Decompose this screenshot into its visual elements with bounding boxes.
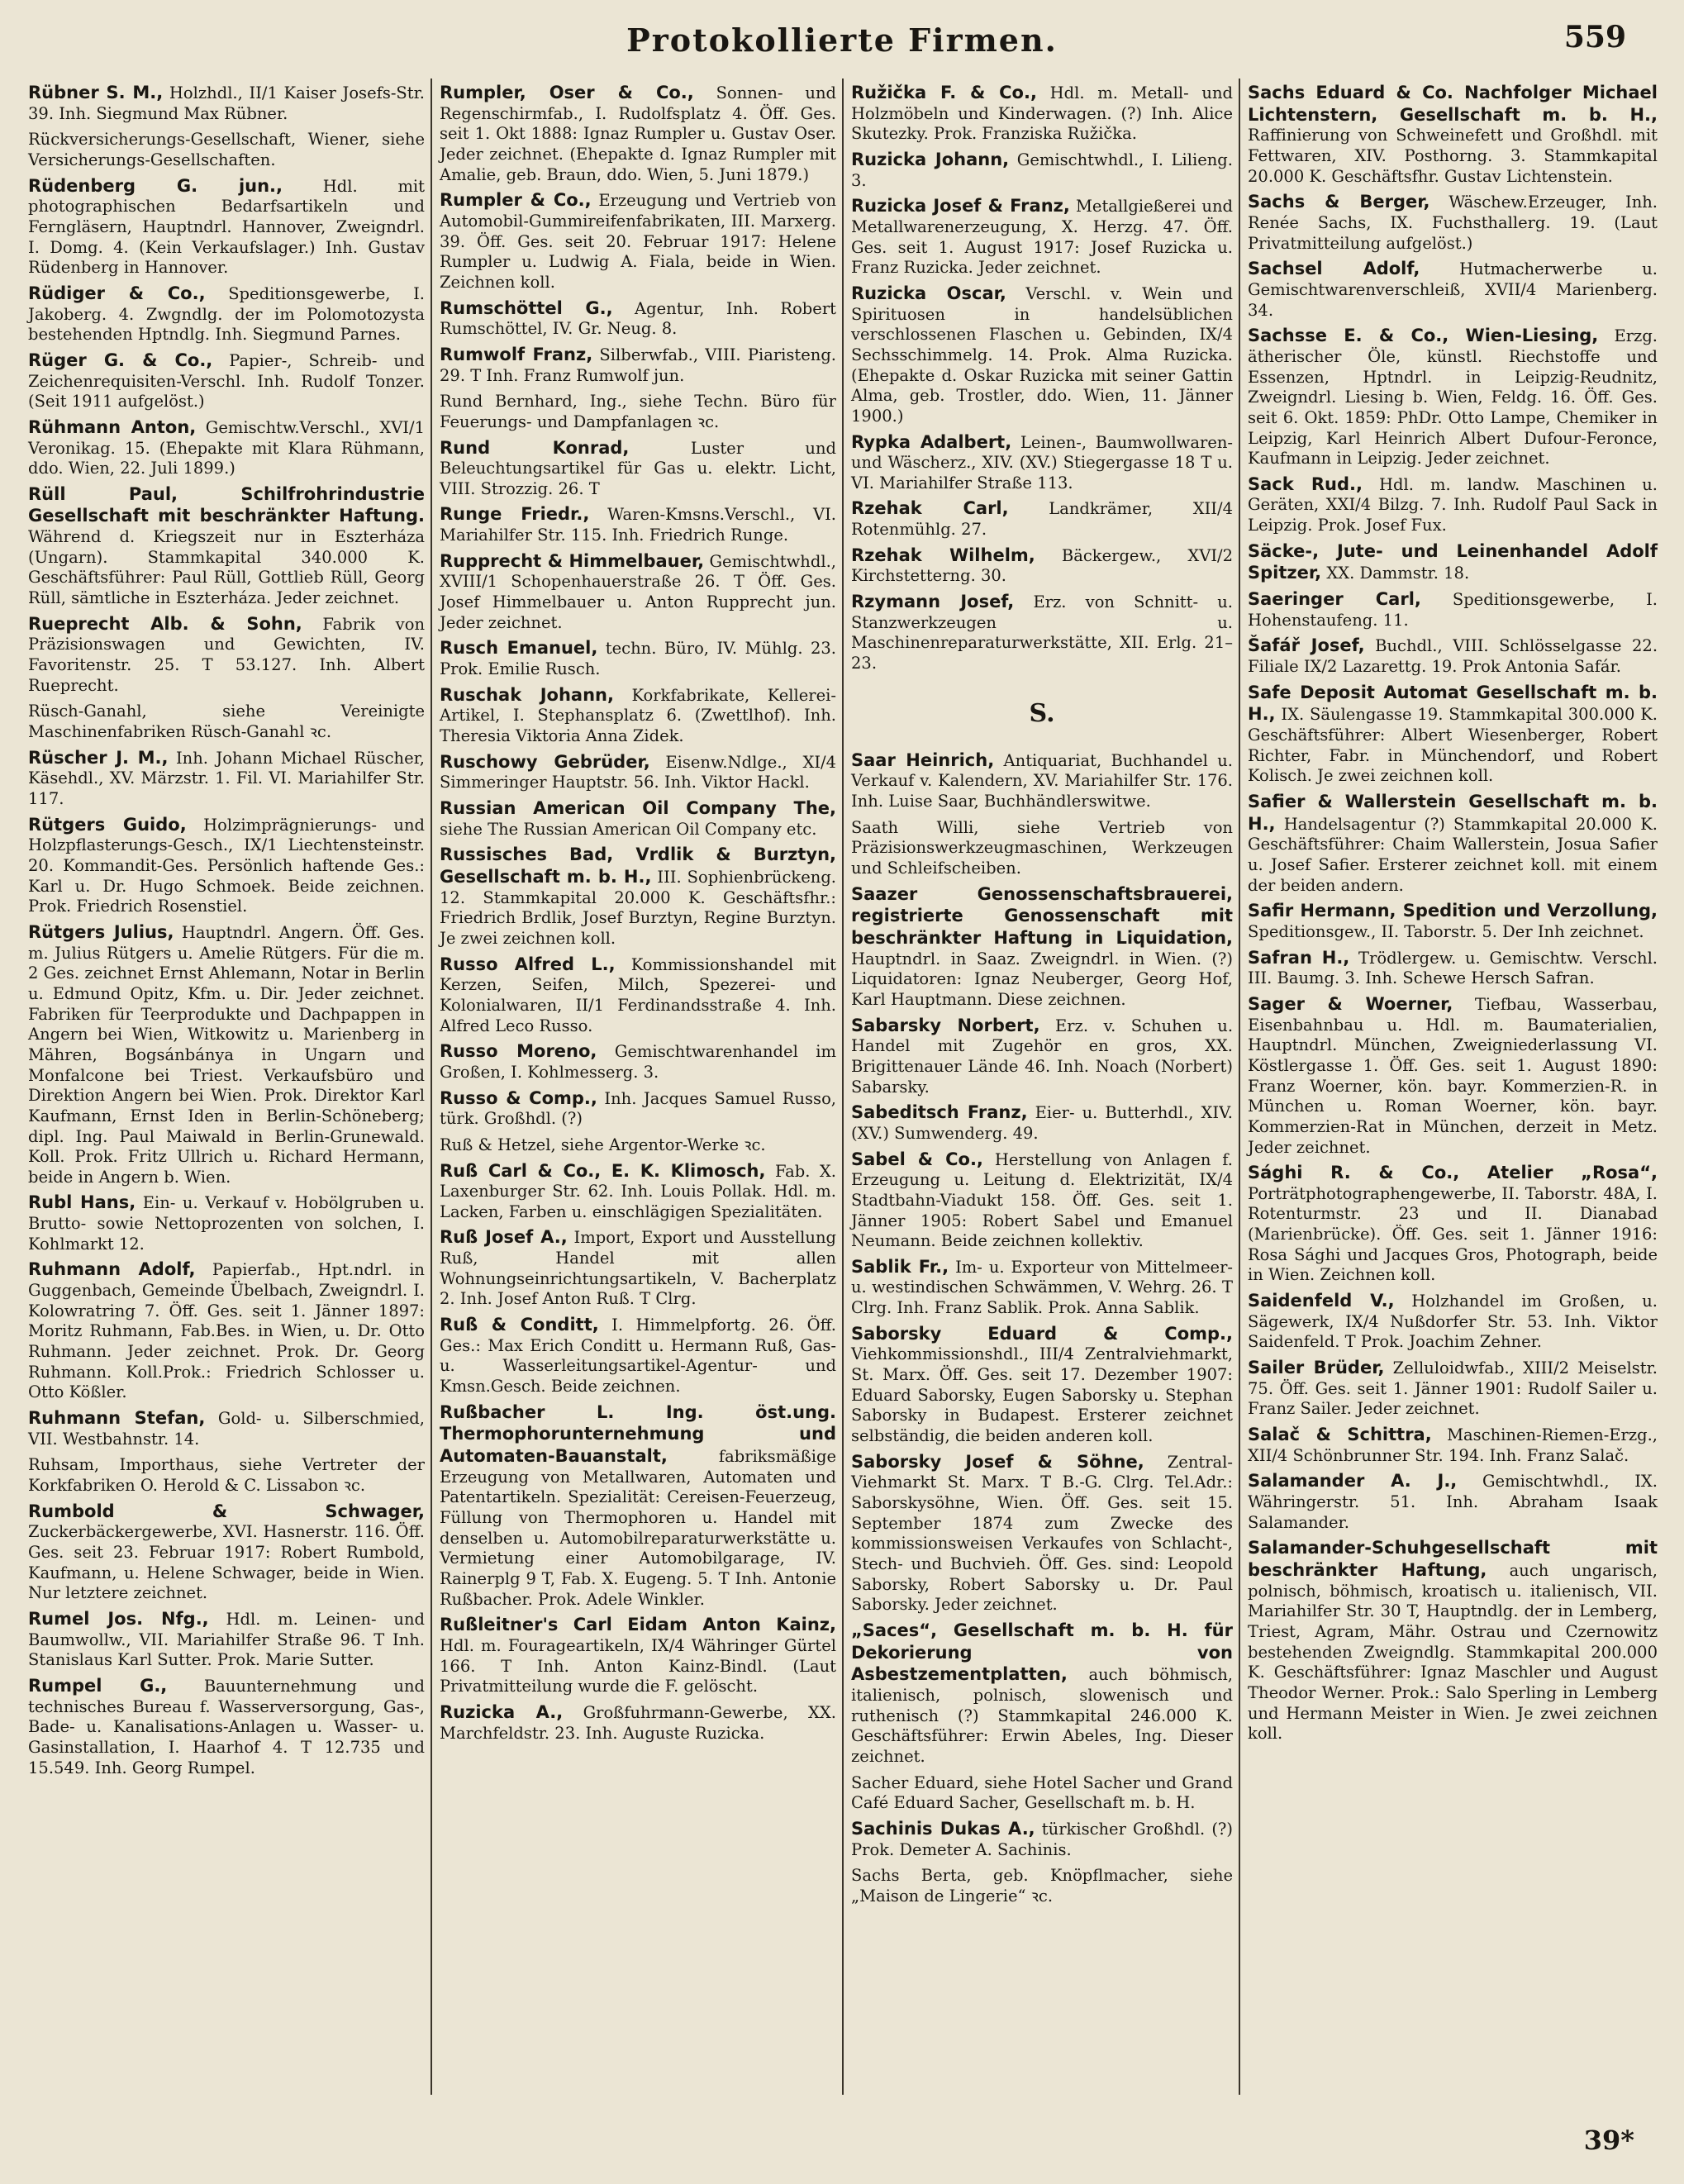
- firm-name: Salač & Schittra,: [1248, 1425, 1432, 1445]
- firm-name: Ruhmann Adolf,: [28, 1259, 196, 1280]
- firm-name: Rueprecht Alb. & Sohn,: [28, 613, 302, 634]
- directory-entry: [28, 613, 425, 697]
- firm-name: Ruß Josef A.,: [440, 1227, 568, 1248]
- firm-details: Metallgießerei und Metallwarenerzeugung, X. Herzg. 47. Öff. Ges. seit 1. August 1917: Josef Ruzicka u. Franz Ruzicka. Jeder zeichnet.: [851, 197, 1233, 278]
- firm-name: Rübner S. M.,: [28, 83, 164, 102]
- directory-entry: [851, 816, 1233, 879]
- firm-name: Sachsel Adolf,: [1248, 259, 1420, 279]
- firm-details: Ein- u. Verkauf v. Hobölgruben u. Brutto- sowie Nettoprozenten von solchen, I. Kohlmarkt 12.: [28, 1193, 425, 1254]
- directory-entry: [440, 503, 836, 545]
- firm-details: Korkfabrikate, Kellerei-Artikel, I. Stephansplatz 6. (Zwettlhof). Inh. Theresia Viktoria Anna Zidek.: [440, 685, 836, 746]
- firm-details: Bauunternehmung und technisches Bureau f. Wasserversorgung, Gas-, Bade- u. Kanalisations-Anlagen u. Wasser- u. Gasinstallation, I. Haarhof 4. T 12.735 und 15.549. Inh. Georg Rumpel.: [28, 1676, 425, 1777]
- firm-details: Holzimprägnierungs- und Holzpflasterungs-Gesch., IX/1 Liechtensteinstr. 20. Kommandit-Ges. Persönlich haftende Ges.: Karl u. Dr. Hugo Schmoek. Beide zeichnen. Prok. Friedrich Rosenstiel.: [28, 815, 425, 916]
- directory-entry: [1248, 540, 1658, 584]
- directory-entry: [440, 751, 836, 793]
- firm-name: Russisches Bad, Vrdlik & Burztyn, Gesellschaft m. b. H.,: [440, 845, 836, 887]
- firm-details: auch böhmisch, italienisch, polnisch, slowenisch und ruthenisch (?) Stammkapital 246.000 K. Geschäftsführer: Erwin Abeles, Ing. Dieser zeichnet.: [851, 1665, 1233, 1766]
- firm-details: III. Sophienbrückeng. 12. Stammkapital 20.000 K. Geschäftsfhr.: Friedrich Brdlik, Josef Burztyn, Regine Burztyn. Je zwei zeichnen koll.: [440, 867, 836, 948]
- directory-entry: [851, 883, 1233, 1011]
- firm-details: Luster und Beleuchtungsartikel für Gas u. elektr. Licht, VIII. Strozzig. 26. T: [440, 438, 837, 498]
- directory-entry: [1248, 1290, 1658, 1353]
- firm-name: Sailer Brüder,: [1248, 1358, 1385, 1378]
- firm-name: Safir Hermann, Spedition und Verzollung,: [1248, 901, 1658, 921]
- firm-details: Papierfab., Hpt.ndrl. in Guggenbach, Gemeinde Übelbach, Zweigndrl. I. Kolowratring 7. Öff. Ges. seit 1. Jänner 1897: Moritz Ruhmann, Fab.Bes. in Wien, u. Dr. Otto Ruhmann. Jeder zeichnet. Prok. Dr. Georg Ruhmann. Koll.Prok.: Friedrich Schlosser u. Otto Kößler.: [28, 1260, 425, 1402]
- column-rule: [1239, 79, 1240, 2095]
- firm-details: Speditionsgewerbe, I. Jakoberg. 4. Zwgndlg. der im Polomotozysta bestehenden Hptndlg. Inh. Siegmund Parnes.: [28, 283, 425, 345]
- firm-details: Wäschew.Erzeuger, Inh. Renée Sachs, IX. Fuchsthallerg. 19. (Laut Privatmitteilung aufgelöst.): [1248, 193, 1658, 253]
- firm-details: Hdl. mit photographischen Bedarfsartikeln und Ferngläsern, Hauptndrl. Hannover, Zweigndrl. I. Domg. 4. (Kein Verkaufslager.) Inh. Gustav Rüdenberg in Hannover.: [28, 176, 426, 278]
- directory-entry: [28, 1501, 425, 1604]
- firm-name: Ruzicka Oscar,: [851, 283, 1006, 303]
- directory-columns: [23, 79, 1663, 2095]
- directory-entry: [440, 297, 836, 340]
- firm-details: Silberwfab., VIII. Piaristeng. 29. T Inh. Franz Rumwolf jun.: [440, 345, 837, 385]
- firm-details: Porträtphotographengewerbe, II. Taborstr. 48A, I. Rotenturmstr. 23 und II. Dianabad (Marienbrücke). Öff. Ges. seit 1. Jänner 1916: Rosa Sághi und Jacques Gros, Photograph, beide in Wien. Zeichnen koll.: [1248, 1183, 1658, 1285]
- directory-entry: [28, 1454, 425, 1496]
- directory-entry: [28, 814, 425, 917]
- directory-entry: [851, 1818, 1233, 1860]
- firm-name: Šafář Josef,: [1248, 635, 1365, 656]
- directory-entry: [1248, 1162, 1658, 1286]
- directory-entry: [851, 149, 1233, 191]
- firm-details: Zuckerbäckergewerbe, XVI. Hasnerstr. 116. Öff. Ges. seit 23. Februar 1917: Robert Rumbold, Kaufmann, u. Helene Schwager, beide in Wien. Nur letztere zeichnet.: [28, 1522, 425, 1603]
- directory-entry: [851, 497, 1233, 540]
- firm-details: Buchdl., VIII. Schlösselgasse 22. Filiale IX/2 Lazarettg. 19. Prok Antonia Safár.: [1248, 636, 1658, 677]
- firm-details: Herstellung von Anlagen f. Erzeugung u. Leitung d. Elektrizität, IX/4 Stadtbahn-Viadukt 158. Öff. Ges. seit 1. Jänner 1905: Robert Sabel und Emanuel Neumann. Beide zeichnen kollektiv.: [851, 1149, 1234, 1251]
- firm-details: Hauptndrl. Angern. Öff. Ges. m. Julius Rütgers u. Amelie Rütgers. Für die m. 2 Ges. zeichnet Ernst Ahlemann, Notar in Berlin u. Edmund Opitz, Kfm. u. Dir. Jeder zeichnet. Fabriken für Teerprodukte und Dachpappen in Angern bei Wien, Witkowitz u. Marienberg in Mähren, Bogsánbánya in Ungarn und Monfalcone bei Triest. Verkaufsbüro und Direktion Angern bei Wien. Prok. Direktor Karl Kaufmann, Ernst Iden in Berlin-Schöneberg; dipl. Ing. Paul Maiwald in Berlin-Grunewald. Koll. Prok. Fritz Ullrich u. Richard Hermann, beide in Angern b. Wien.: [28, 922, 426, 1187]
- firm-name: Rypka Adalbert,: [851, 431, 1012, 452]
- firm-name: Rubl Hans,: [28, 1192, 136, 1213]
- directory-entry: [28, 747, 425, 810]
- firm-details: Raffinierung von Schweinefett und Großhdl. mit Fettwaren, XIV. Posthorng. 3. Stammkapital 20.000 K. Geschäftsfhr. Gustav Lichtenstein.: [1248, 126, 1658, 186]
- directory-entry: [1248, 325, 1658, 469]
- firm-details: Erz. v. Schuhen u. Handel mit Zugehör en gros, XX. Brigittenauer Lände 46. Inh. Noach (Norbert) Sabarsky.: [851, 1016, 1234, 1097]
- directory-entry: [440, 844, 836, 949]
- firm-details: Trödlergew. u. Gemischtw. Verschl. III. Baumg. 3. Inh. Schewe Hersch Safran.: [1248, 948, 1658, 988]
- firm-details: Hauptndrl. in Saaz. Zweigndrl. in Wien. (?) Liquidatoren: Ignaz Neuberger, Georg Hof, Karl Hauptmann. Diese zeichnen.: [851, 949, 1233, 1009]
- directory-entry: [851, 1149, 1233, 1252]
- directory-entry: [28, 82, 425, 124]
- directory-entry: [851, 545, 1233, 587]
- firm-details: Fabrik von Präzisionswagen und Gewichten, IV. Favoritenstr. 25. T 53.127. Inh. Albert Rueprecht.: [28, 614, 425, 695]
- firm-details: Bäckergew., XVI/2 Kirchstetterng. 30.: [851, 545, 1233, 586]
- directory-entry: [1248, 993, 1658, 1158]
- directory-entry: [851, 431, 1233, 494]
- firm-name: Rühmann Anton,: [28, 416, 197, 437]
- column-2: [435, 79, 841, 2095]
- column-rule: [842, 79, 844, 2095]
- directory-entry: [440, 189, 836, 293]
- firm-details: Gemischtwarenhandel im Großen, I. Kohlmesserg. 3.: [440, 1042, 837, 1082]
- directory-entry: [851, 195, 1233, 278]
- firm-name: Ruhmann Stefan,: [28, 1408, 206, 1429]
- directory-entry: [851, 1102, 1233, 1144]
- firm-name: Rupprecht & Himmelbauer,: [440, 550, 705, 571]
- firm-name: Ruzicka Josef & Franz,: [851, 196, 1070, 216]
- directory-entry: [851, 1620, 1233, 1768]
- firm-details: Hutmacherwerbe u. Gemischtwarenverschleiß, XVII/4 Marienberg. 34.: [1248, 259, 1658, 320]
- firm-details: Gemischtwhdl., I. Lilieng. 3.: [851, 150, 1233, 190]
- firm-details: Sonnen- und Regenschirmfab., I. Rudolfsplatz 4. Öff. Ges. seit 1. Okt 1888: Ignaz Rumpler u. Gustav Oser. Jeder zeichnet. (Ehepakte d. Ignaz Rumpler mit Amalie, geb. Braun, ddo. Wien, 5. Juni 1879.): [440, 83, 837, 184]
- firm-details: Saath Willi, siehe Vertrieb von Präzisionswerkzeugmaschinen, Werkzeugen und Schleifscheiben.: [851, 817, 1233, 878]
- firm-details: Während d. Kriegszeit nur in Eszterháza (Ungarn). Stammkapital 340.000 K. Geschäftsführer: Paul Rüll, Gottlieb Rüll, Georg Rüll, sämtliche in Eszterháza. Jeder zeichnet.: [28, 527, 425, 608]
- directory-entry: [440, 684, 836, 747]
- firm-name: Runge Friedr.,: [440, 504, 590, 525]
- directory-entry: [440, 637, 836, 679]
- firm-details: Erzeugung und Vertrieb von Automobil-Gummireifenfabrikaten, III. Marxerg. 39. Öff. Ges. seit 20. Februar 1917: Helene Rumpler u. Ludwig A. Fiala, beide in Wien. Zeichnen koll.: [440, 191, 837, 292]
- firm-name: Rüger G. & Co.,: [28, 350, 213, 370]
- firm-name: Russo Moreno,: [440, 1041, 597, 1062]
- firm-name: Salamander A. J.,: [1248, 1471, 1458, 1492]
- firm-details: Zentral-Viehmarkt St. Marx. T B.-G. Clrg. Tel.Adr.: Saborskysöhne, Wien. Öff. Ges. seit 15. September 1874 zum Zwecke des kommissionsweisen Verkaufes von Schlacht-, Stech- und Buchvieh. Öff. Ges. sind: Leopold Saborsky, Robert Saborsky u. Dr. Paul Saborsky. Jeder zeichnet.: [851, 1452, 1233, 1615]
- firm-name: Rund Konrad,: [440, 437, 630, 458]
- firm-details: Viehkommissionshdl., III/4 Zentralviehmarkt, St. Marx. Öff. Ges. seit 17. Dezember 1907: Eduard Saborsky, Eugen Saborsky u. Stephan Saborsky in Budapest. Ersterer zeichnet selbständig, die beiden anderen koll.: [851, 1344, 1233, 1446]
- firm-details: Maschinen-Riemen-Erzg., XII/4 Schönbrunner Str. 194. Inh. Franz Salač.: [1248, 1425, 1658, 1465]
- firm-name: Saar Heinrich,: [851, 749, 995, 770]
- firm-details: Hdl. m. Leinen- und Baumwollw., VII. Mariahilfer Straße 96. T Inh. Stanislaus Karl Sutter. Prok. Marie Sutter.: [28, 1609, 426, 1670]
- directory-entry: [851, 82, 1233, 145]
- firm-details: fabriksmäßige Erzeugung von Metallwaren, Automaten und Patentartikeln. Spezialität: Cereisen-Feuerzeug, Füllung von Thermophoren u. Handel mit denselben u. Automobilreparaturwerkstätte u. Vermietung einer Automobilgarage, IV. Rainerplg 9 T, Fab. X. Eugeng. 5. T Inh. Antonie Rußbacher. Prok. Adele Winkler.: [440, 1447, 836, 1609]
- firm-details: Gemischtw.Verschl., XVI/1 Veronikag. 15. (Ehepakte mit Klara Rühmann, ddo. Wien, 22. Juli 1899.): [28, 417, 425, 478]
- directory-entry: [440, 1701, 836, 1744]
- directory-entry: [1248, 473, 1658, 536]
- firm-name: „Saces“, Gesellschaft m. b. H. für Dekorierung von Asbestzementplatten,: [851, 1620, 1233, 1685]
- firm-details: Ruß & Hetzel, siehe Argentor-Werke ꝛc.: [440, 1135, 766, 1154]
- page-header: [0, 15, 1684, 64]
- column-rule: [431, 79, 432, 2095]
- firm-details: Agentur, Inh. Robert Rumschöttel, IV. Gr. Neug. 8.: [440, 298, 836, 339]
- firm-name: Saazer Genossenschaftsbrauerei, registrierte Genossenschaft mit beschränkter Haftung in Liquidation,: [851, 883, 1233, 948]
- firm-name: Sachinis Dukas A.,: [851, 1818, 1035, 1839]
- directory-entry: [1248, 1470, 1658, 1533]
- directory-entry: [440, 1614, 836, 1697]
- directory-entry: [440, 550, 836, 634]
- firm-name: Sager & Woerner,: [1248, 993, 1453, 1014]
- firm-name: Rütgers Julius,: [28, 921, 174, 942]
- directory-entry: [440, 1160, 836, 1223]
- directory-entry: [851, 1323, 1233, 1447]
- firm-name: Rüdiger & Co.,: [28, 283, 206, 303]
- firm-details: Inh. Jacques Samuel Russo, türk. Großhdl. (?): [440, 1088, 837, 1129]
- directory-entry: [440, 390, 836, 432]
- directory-entry: [1248, 258, 1658, 321]
- firm-details: Leinen-, Baumwollwaren- und Wäscherz., XIV. (XV.) Stiegergasse 18 T u. VI. Mariahilfer Straße 113.: [851, 432, 1234, 492]
- directory-entry: [28, 1192, 425, 1254]
- page-title: Protokollierte Firmen.: [626, 21, 1058, 59]
- firm-name: Säcke-, Jute- und Leinenhandel Adolf Spitzer,: [1248, 540, 1658, 583]
- firm-name: Ružička F. & Co.,: [851, 83, 1037, 102]
- section-letter: S.: [1029, 698, 1055, 728]
- directory-entry: [851, 1772, 1233, 1814]
- firm-details: siehe The Russian American Oil Company etc.: [440, 819, 817, 839]
- directory-entry: [28, 483, 425, 609]
- firm-name: Ruzicka A.,: [440, 1701, 564, 1722]
- column-3: [846, 79, 1238, 2095]
- directory-entry: [28, 1407, 425, 1449]
- directory-entry: [1248, 1424, 1658, 1466]
- directory-entry: [28, 921, 425, 1188]
- firm-name: Sabeditsch Franz,: [851, 1102, 1028, 1123]
- firm-details: Sachs Berta, geb. Knöpflmacher, siehe „Maison de Lingerie“ ꝛc.: [851, 1866, 1233, 1906]
- firm-name: Ruschowy Gebrüder,: [440, 751, 650, 772]
- firm-name: Sachs & Berger,: [1248, 192, 1430, 212]
- firm-name: Sághi R. & Co., Atelier „Rosa“,: [1248, 1163, 1658, 1183]
- firm-details: IX. Säulengasse 19. Stammkapital 300.000 K. Geschäftsführer: Albert Wiesenberger, Robert Richter, Fabr. in Münchendorf, und Robert Kolisch. Je zwei zeichnen koll.: [1248, 705, 1658, 786]
- firm-details: Gemischtwhdl., XVIII/1 Schopenhauerstraße 26. T Öff. Ges. Josef Himmelbauer u. Anton Rupprecht jun. Jeder zeichnet.: [440, 551, 836, 632]
- directory-entry: [1248, 588, 1658, 630]
- directory-entry: [1248, 947, 1658, 989]
- firm-details: Erz. von Schnitt- u. Stanzwerkzeugen u. Maschinenreparaturwerkstätte, XII. Erlg. 21–23.: [851, 592, 1234, 673]
- firm-details: Holzhdl., II/1 Kaiser Josefs-Str. 39. Inh. Siegmund Max Rübner.: [28, 83, 425, 123]
- firm-name: Russo Alfred L.,: [440, 954, 616, 974]
- firm-details: Im- u. Exporteur von Mittelmeer- u. westindischen Schwämmen, V. Wehrg. 26. T Clrg. Inh. Franz Sablik. Prok. Anna Sablik.: [851, 1257, 1233, 1318]
- directory-entry: [28, 700, 425, 742]
- firm-name: Saeringer Carl,: [1248, 589, 1421, 610]
- directory-entry: [1248, 900, 1658, 942]
- directory-entry: [440, 437, 836, 500]
- firm-name: Rüscher J. M.,: [28, 747, 169, 768]
- firm-name: Rzehak Wilhelm,: [851, 545, 1035, 565]
- firm-details: Handelsagentur (?) Stammkapital 20.000 K. Geschäftsführer: Chaim Wallerstein, Josua Safier u. Josef Safier. Ersterer zeichnet koll. mit einem der beiden andern.: [1248, 814, 1658, 895]
- firm-name: Ruschak Johann,: [440, 684, 614, 705]
- firm-details: Verschl. v. Wein und Spirituosen in handelsüblichen verschlossenen Flaschen u. Gebinden, IX/4 Sechsschimmelg. 14. Prok. Alma Ruzicka. (Ehepakte d. Oskar Ruzicka mit seiner Gattin Alma, geb. Trostler, ddo. Wien, 11. Jänner 1900.): [851, 283, 1233, 426]
- directory-entry: [851, 749, 1233, 812]
- firm-name: Rumpler & Co.,: [440, 190, 592, 211]
- firm-name: Ruzicka Johann,: [851, 149, 1010, 169]
- firm-details: Kommissionshandel mit Kerzen, Seifen, Milch, Spezerei- und Kolonialwaren, II/1 Ferdinandsstraße 4. Inh. Alfred Leco Russo.: [440, 954, 836, 1035]
- directory-entry: [440, 344, 836, 386]
- firm-details: Großfuhrmann-Gewerbe, XX. Marchfeldstr. 23. Inh. Auguste Ruzicka.: [440, 1702, 836, 1743]
- firm-name: Rusch Emanuel,: [440, 638, 598, 659]
- firm-details: Tiefbau, Wasserbau, Eisenbahnbau u. Hdl. m. Baumaterialien, Hauptndrl. München, Zweigniederlassung VI. Köstlergasse 1. Öff. Ges. seit 1. August 1890: Franz Woerner, kön. bayr. Kommerzien-R. in München u. Roman Woerner, kön. bayr. Kommerzien-Rat in München, derzeit in Metz. Jeder zeichnet.: [1248, 994, 1658, 1157]
- firm-name: Sablik Fr.,: [851, 1256, 949, 1277]
- firm-details: Eisenw.Ndlge., XI/4 Simmeringer Hauptstr. 56. Inh. Viktor Hackl.: [440, 752, 836, 792]
- firm-details: Ruhsam, Importhaus, siehe Vertreter der Korkfabriken O. Herold & C. Lissabon ꝛc.: [28, 1455, 425, 1495]
- column-1: [23, 79, 430, 2095]
- firm-details: Zelluloidwfab., XIII/2 Meiselstr. 75. Öff. Ges. seit 1. Jänner 1901: Rudolf Sailer u. Franz Sailer. Jeder zeichnet.: [1248, 1358, 1658, 1419]
- directory-entry: [440, 1087, 836, 1130]
- firm-details: Inh. Johann Michael Rüscher, Käsehdl., XV. Märzstr. 1. Fil. VI. Mariahilfer Str. 117.: [28, 748, 425, 808]
- footer-signature: 39*: [1583, 2125, 1634, 2156]
- firm-details: Speditionsgewerbe, I. Hohenstaufeng. 11.: [1248, 590, 1658, 630]
- firm-name: Ruß Carl & Co., E. K. Klimosch,: [440, 1160, 766, 1181]
- directory-entry: [440, 1314, 836, 1397]
- firm-name: Rumbold & Schwager,: [28, 1501, 425, 1521]
- directory-entry: [440, 1226, 836, 1310]
- column-4: [1243, 79, 1663, 2095]
- firm-name: Safe Deposit Automat Gesellschaft m. b. H.,: [1248, 682, 1658, 725]
- firm-details: Hdl. m. landw. Maschinen u. Geräten, XXI/4 Bilzg. 7. Inh. Rudolf Paul Sack in Leipzig. Prok. Josef Fux.: [1248, 474, 1658, 535]
- directory-entry: [851, 1451, 1233, 1615]
- firm-name: Rußleitner's Carl Eidam Anton Kainz,: [440, 1615, 836, 1635]
- firm-name: Sabarsky Norbert,: [851, 1015, 1040, 1035]
- firm-details: I. Himmelpfortg. 26. Öff. Ges.: Max Erich Conditt u. Hermann Ruß, Gas- u. Wasserleitungsartikel-Agentur- und Kmsn.Gesch. Beide zeichnen.: [440, 1316, 836, 1397]
- firm-details: Landkrämer, XII/4 Rotenmühlg. 27.: [851, 499, 1233, 540]
- firm-details: Rückversicherungs-Gesellschaft, Wiener, siehe Versicherungs-Gesellschaften.: [28, 130, 425, 169]
- firm-details: Sacher Eduard, siehe Hotel Sacher und Grand Café Eduard Sacher, Gesellschaft m. b. H.: [851, 1772, 1233, 1813]
- directory-entry: [1248, 635, 1658, 677]
- firm-name: Rumschöttel G.,: [440, 297, 613, 318]
- directory-entry: [28, 128, 425, 170]
- firm-details: Import, Export und Ausstellung Ruß, Handel mit allen Wohnungseinrichtungsartikeln, V. Bacherplatz 2. Inh. Josef Anton Ruß. T Clrg.: [440, 1228, 836, 1309]
- directory-entry: [1248, 82, 1658, 187]
- firm-details: Waren-Kmsns.Verschl., VI. Mariahilfer Str. 115. Inh. Friedrich Runge.: [440, 505, 836, 545]
- firm-details: Erzg. ätherischer Öle, künstl. Riechstoffe und Essenzen, Hptndrl. in Leipzig-Reudnitz, Zweigndrl. Liesing b. Wien, Feldg. 16. Öff. Ges. seit 6. Okt. 1859: PhDr. Otto Lampe, Chemiker in Leipzig, Karl Heinrich Albert Dufour-Feronce, Kaufmann in Leipzig. Jeder zeichnet.: [1248, 326, 1658, 469]
- directory-entry: [28, 283, 425, 345]
- firm-details: Gold- u. Silberschmied, VII. Westbahnstr. 14.: [28, 1409, 425, 1449]
- firm-name: Ruß & Conditt,: [440, 1315, 599, 1335]
- directory-entry: [440, 82, 836, 185]
- firm-name: Rzymann Josef,: [851, 592, 1015, 612]
- firm-details: türkischer Großhdl. (?) Prok. Demeter A. Sachinis.: [851, 1819, 1233, 1859]
- directory-entry: [28, 175, 425, 278]
- firm-name: Saborsky Josef & Söhne,: [851, 1451, 1144, 1472]
- firm-name: Safier & Wallerstein Gesellschaft m. b. H.,: [1248, 792, 1658, 834]
- firm-details: Speditionsgew., II. Taborstr. 5. Der Inh zeichnet.: [1248, 921, 1644, 941]
- directory-entry: [851, 1864, 1233, 1906]
- firm-name: Sachs Eduard & Co. Nachfolger Michael Lichtenstern, Gesellschaft m. b. H.,: [1248, 83, 1658, 125]
- directory-entry: [440, 797, 836, 840]
- directory-entry: [28, 1608, 425, 1671]
- directory-entry: [851, 1256, 1233, 1319]
- directory-entry: [28, 350, 425, 412]
- firm-details: Hdl. m. Fourageartikeln, IX/4 Währinger Gürtel 166. T Inh. Anton Kainz-Bindl. (Laut Privatmitteilung wurde die F. gelöscht.: [440, 1635, 836, 1696]
- firm-details: Eier- u. Butterhdl., XIV. (XV.) Sumwenderg. 49.: [851, 1103, 1233, 1143]
- directory-entry: [28, 416, 425, 479]
- directory-entry: [440, 954, 836, 1037]
- directory-entry: [851, 283, 1233, 427]
- firm-name: Rüll Paul, Schilfrohrindustrie Gesellschaft mit beschränkter Haftung.: [28, 483, 425, 526]
- firm-name: Rzehak Carl,: [851, 498, 1009, 519]
- directory-entry: [28, 1675, 425, 1778]
- firm-name: Rütgers Guido,: [28, 814, 187, 835]
- directory-entry: [851, 1015, 1233, 1098]
- firm-details: Hdl. m. Metall- und Holzmöbeln und Kinderwagen. (?) Inh. Alice Skutezky. Prok. Franziska Ružička.: [851, 83, 1234, 144]
- directory-entry: [440, 1040, 836, 1082]
- directory-entry: [1248, 1357, 1658, 1420]
- directory-entry: [1248, 191, 1658, 254]
- directory-entry: [440, 1134, 836, 1156]
- firm-details: Rüsch-Ganahl, siehe Vereinigte Maschinenfabriken Rüsch-Ganahl ꝛc.: [28, 702, 425, 742]
- firm-details: Holzhandel im Großen, u. Sägewerk, IX/4 Nußdorfer Str. 53. Inh. Viktor Saidenfeld. T Prok. Joachim Zehner.: [1248, 1292, 1658, 1352]
- firm-name: Rumwolf Franz,: [440, 344, 593, 364]
- firm-details: Rund Bernhard, Ing., siehe Techn. Büro für Feuerungs- und Dampfanlagen ꝛc.: [440, 392, 836, 431]
- firm-name: Saidenfeld V.,: [1248, 1291, 1395, 1311]
- firm-name: Sabel & Co.,: [851, 1149, 983, 1169]
- firm-name: Rüdenberg G. jun.,: [28, 175, 283, 196]
- directory-entry: [1248, 1537, 1658, 1744]
- firm-name: Russo & Comp.,: [440, 1087, 597, 1108]
- firm-name: Sachsse E. & Co., Wien-Liesing,: [1248, 326, 1599, 346]
- firm-details: techn. Büro, IV. Mühlg. 23. Prok. Emilie Rusch.: [440, 639, 836, 679]
- firm-name: Rumpel G.,: [28, 1675, 168, 1696]
- firm-name: Safran H.,: [1248, 947, 1350, 968]
- firm-details: XX. Dammstr. 18.: [1326, 564, 1470, 583]
- directory-entry: [28, 1259, 425, 1403]
- firm-details: Fab. X. Laxenburger Str. 62. Inh. Louis Pollak. Hdl. m. Lacken, Farben u. einschlägigen Spezialitäten.: [440, 1161, 837, 1221]
- firm-name: Salamander-Schuhgesellschaft mit beschränkter Haftung,: [1248, 1538, 1658, 1580]
- page-number: 559: [1563, 20, 1626, 55]
- firm-name: Saborsky Eduard & Comp.,: [851, 1323, 1233, 1344]
- directory-entry: [1248, 791, 1658, 896]
- firm-name: Rumpler, Oser & Co.,: [440, 83, 694, 102]
- firm-details: Papier-, Schreib- und Zeichenrequisiten-Verschl. Inh. Rudolf Tonzer. (Seit 1911 aufgelöst.): [28, 350, 426, 412]
- directory-entry: [1248, 682, 1658, 787]
- firm-name: Russian American Oil Company The,: [440, 798, 836, 818]
- firm-details: auch ungarisch, polnisch, böhmisch, kroatisch u. italienisch, VII. Mariahilfer Str. 30 T, Hauptndlg. der in Lemberg, Triest, Agram, Mähr. Ostrau und Czernowitz bestehenden Zweigndlg. Stammkapital 200.000 K. Geschäftsführer: Ignaz Maschler und August Theodor Werner. Prok.: Salo Sperling in Lemberg und Hermann Meister in Wien. Je zwei zeichnen koll.: [1248, 1560, 1658, 1744]
- firm-name: Sack Rud.,: [1248, 473, 1363, 494]
- firm-name: Rußbacher L. Ing. öst.ung. Thermophorunternehmung und Automaten-Bauanstalt,: [440, 1401, 836, 1467]
- directory-entry: [851, 591, 1233, 674]
- firm-details: Antiquariat, Buchhandel u. Verkauf v. Kalendern, XV. Mariahilfer Str. 176. Inh. Luise Saar, Buchhändlerswitwe.: [851, 750, 1233, 811]
- firm-details: Gemischtwhdl., IX. Währingerstr. 51. Inh. Abraham Isaak Salamander.: [1248, 1472, 1658, 1532]
- firm-name: Rumel Jos. Nfg.,: [28, 1608, 209, 1629]
- directory-entry: [440, 1401, 836, 1611]
